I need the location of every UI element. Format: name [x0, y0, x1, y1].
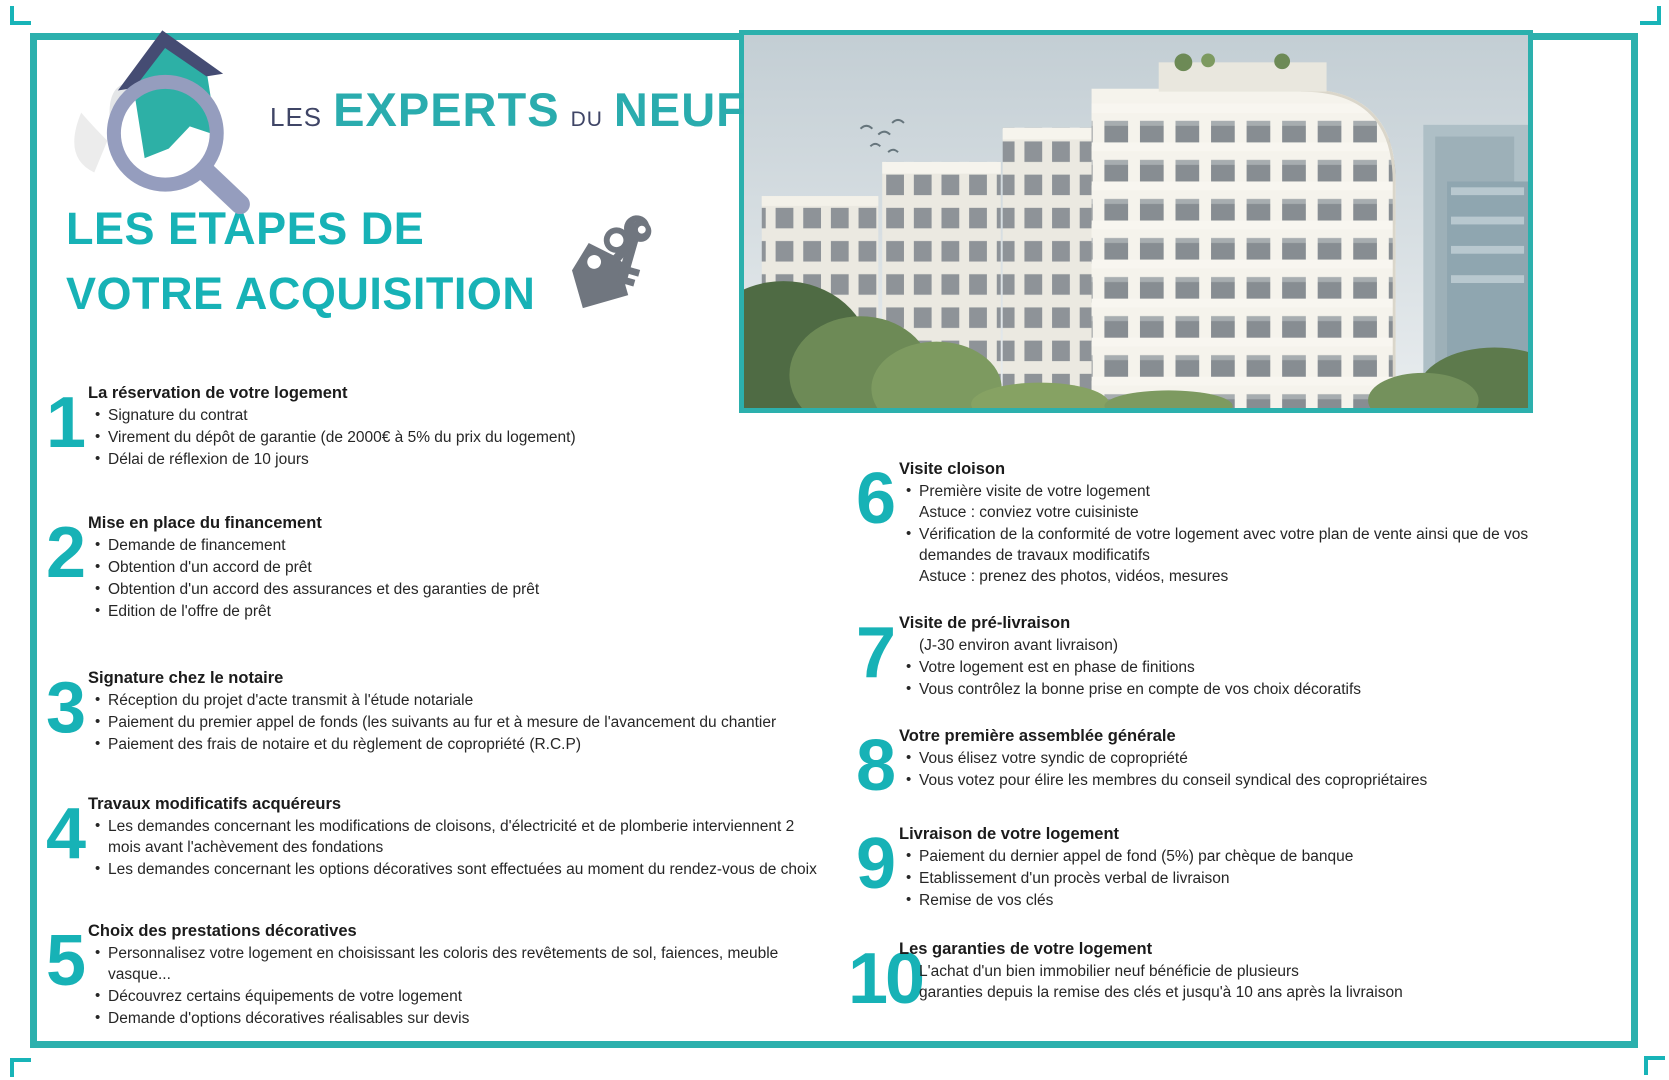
bullet-item	[88, 859, 818, 880]
step-title: Visite cloison	[899, 460, 1006, 478]
step-title: Signature chez le notaire	[88, 669, 284, 687]
step-text-line: L'achat d'un bien immobilier neuf bénéficie de plusieurs	[919, 963, 1299, 980]
bullet-dot: •	[906, 658, 912, 675]
step-number: 5	[46, 921, 86, 1001]
bullet-dot: •	[906, 847, 912, 864]
step-text-line: Première visite de votre logement	[919, 483, 1150, 500]
step-9	[856, 824, 1539, 912]
step-number: 7	[856, 613, 896, 693]
bullet-item	[88, 405, 818, 426]
logo-word-neuf: NEUF	[613, 83, 746, 136]
step-text-line: Les demandes concernant les modifications de cloisons, d'électricité et de plomberie interviennent 2 mois avant l'achèvement des fondations	[108, 818, 795, 856]
bullet-dot: •	[906, 869, 912, 886]
step-text-line: Votre logement est en phase de finitions	[919, 659, 1195, 676]
bullet-dot: •	[95, 450, 101, 467]
bullet-dot: •	[95, 987, 101, 1004]
bullet-item	[88, 1008, 818, 1029]
bullet-dot: •	[95, 558, 101, 575]
bullet-item	[88, 579, 818, 600]
bullet-dot: •	[95, 735, 101, 752]
page-title-line2: VOTRE ACQUISITION	[66, 268, 536, 319]
bullet-dot: •	[906, 680, 912, 697]
bullet-item	[899, 868, 1539, 889]
step-text-line: Vérification de la conformité de votre logement avec votre plan de vente ainsi que de vos demandes de travaux modificatifs	[919, 526, 1529, 564]
bullet-dot: •	[95, 1009, 101, 1026]
step-text-line: Vous contrôlez la bonne prise en compte de vos choix décoratifs	[919, 681, 1362, 698]
step-title: Les garanties de votre logement	[899, 940, 1153, 958]
step-text-line: Demande d'options décoratives réalisables sur devis	[108, 1010, 470, 1027]
step-title: Choix des prestations décoratives	[88, 922, 357, 940]
step-text-line: Astuce : prenez des photos, vidéos, mesures	[919, 568, 1229, 585]
bullet-dot: •	[95, 580, 101, 597]
bullet-item	[899, 524, 1539, 587]
bullet-item	[899, 679, 1539, 700]
bullet-item	[899, 657, 1539, 678]
text-item	[899, 635, 1539, 656]
step-3	[46, 668, 818, 756]
step-text-line: Etablissement d'un procès verbal de livraison	[919, 870, 1230, 887]
step-title: Votre première assemblée générale	[899, 727, 1176, 745]
logo-word-du: DU	[570, 108, 603, 131]
bullet-item	[899, 770, 1539, 791]
step-4	[46, 794, 818, 881]
bullet-dot: •	[906, 749, 912, 766]
step-number: 6	[856, 459, 896, 539]
step-number: 1	[46, 383, 86, 463]
step-7	[856, 613, 1539, 701]
bullet-item	[899, 481, 1539, 523]
bullet-dot: •	[95, 817, 101, 834]
step-title: La réservation de votre logement	[88, 384, 348, 402]
step-text-line: garanties depuis la remise des clés et jusqu'à 10 ans après la livraison	[919, 984, 1403, 1001]
bullet-item	[88, 427, 818, 448]
step-title: Travaux modificatifs acquéreurs	[88, 795, 342, 813]
bullet-item	[88, 557, 818, 578]
step-text-line: Virement du dépôt de garantie (de 2000€ à 5% du prix du logement)	[108, 429, 576, 446]
bullet-item	[88, 986, 818, 1007]
bullet-dot: •	[906, 891, 912, 908]
bullet-dot: •	[95, 691, 101, 708]
step-text-line: Personnalisez votre logement en choisissant les coloris des revêtements de sol, faiences, meuble vasque...	[108, 945, 779, 983]
step-text-line: Vous votez pour élire les membres du conseil syndical des copropriétaires	[919, 772, 1428, 789]
step-text-line: (J-30 environ avant livraison)	[919, 637, 1119, 654]
step-number: 3	[46, 668, 86, 748]
step-number: 10	[848, 939, 923, 1019]
bullet-item	[88, 943, 818, 985]
step-text-line: Les demandes concernant les options décoratives sont effectuées au moment du rendez-vous de choix	[108, 861, 817, 878]
step-6	[856, 459, 1539, 588]
bullet-item	[899, 846, 1539, 867]
bullet-item	[88, 601, 818, 622]
step-text-line: Astuce : conviez votre cuisiniste	[919, 504, 1139, 521]
bullet-dot: •	[906, 771, 912, 788]
step-text-line: Réception du projet d'acte transmit à l'étude notariale	[108, 692, 474, 709]
step-text-line: Obtention d'un accord des assurances et des garanties de prêt	[108, 581, 540, 598]
bullet-dot: •	[95, 860, 101, 877]
bullet-dot: •	[95, 536, 101, 553]
bullet-dot: •	[95, 602, 101, 619]
bullet-dot: •	[906, 525, 912, 542]
step-5	[46, 921, 818, 1030]
step-text-line: Obtention d'un accord de prêt	[108, 559, 312, 576]
step-number: 4	[46, 794, 86, 874]
step-text-line: Vous élisez votre syndic de copropriété	[919, 750, 1188, 767]
step-text-line: Paiement du dernier appel de fond (5%) par chèque de banque	[919, 848, 1354, 865]
step-title: Visite de pré-livraison	[899, 614, 1071, 632]
bullet-dot: •	[95, 713, 101, 730]
step-text-line: Paiement du premier appel de fonds (les suivants au fur et à mesure de l'avancement du chantier	[108, 714, 777, 731]
logo-word-les: LES	[270, 102, 323, 132]
step-text-line: Demande de financement	[108, 537, 286, 554]
step-1	[46, 383, 818, 471]
bullet-item	[899, 748, 1539, 769]
step-10	[848, 939, 1539, 1019]
bullet-item	[88, 816, 818, 858]
bullet-item	[88, 734, 818, 755]
bullet-dot: •	[95, 944, 101, 961]
step-title: Livraison de votre logement	[899, 825, 1120, 843]
step-number: 2	[46, 513, 86, 593]
step-number: 9	[856, 824, 896, 904]
step-text-line: Remise de vos clés	[919, 892, 1054, 909]
step-2	[46, 513, 818, 623]
house-magnifier-logo-icon	[55, 2, 270, 214]
bullet-item	[88, 449, 818, 470]
bullet-dot: •	[95, 406, 101, 423]
bullet-item	[899, 890, 1539, 911]
bullet-item	[88, 690, 818, 711]
bullet-item	[88, 535, 818, 556]
logo-word-experts: EXPERTS	[333, 83, 560, 136]
step-text-line: Délai de réflexion de 10 jours	[108, 451, 309, 468]
logo-wordmark	[270, 82, 746, 137]
page-title-line1: LES ETAPES DE	[66, 203, 425, 254]
step-text-line: Signature du contrat	[108, 407, 248, 424]
step-8	[856, 726, 1539, 806]
step-text-line: Edition de l'offre de prêt	[108, 603, 271, 620]
text-item	[899, 961, 1539, 1003]
logo	[55, 0, 746, 200]
step-text-line: Découvrez certains équipements de votre logement	[108, 988, 463, 1005]
bullet-item	[88, 712, 818, 733]
step-number: 8	[856, 726, 896, 806]
step-text-line: Paiement des frais de notaire et du règlement de copropriété (R.C.P)	[108, 736, 581, 753]
step-title: Mise en place du financement	[88, 514, 322, 532]
bullet-dot: •	[95, 428, 101, 445]
bullet-dot: •	[906, 482, 912, 499]
